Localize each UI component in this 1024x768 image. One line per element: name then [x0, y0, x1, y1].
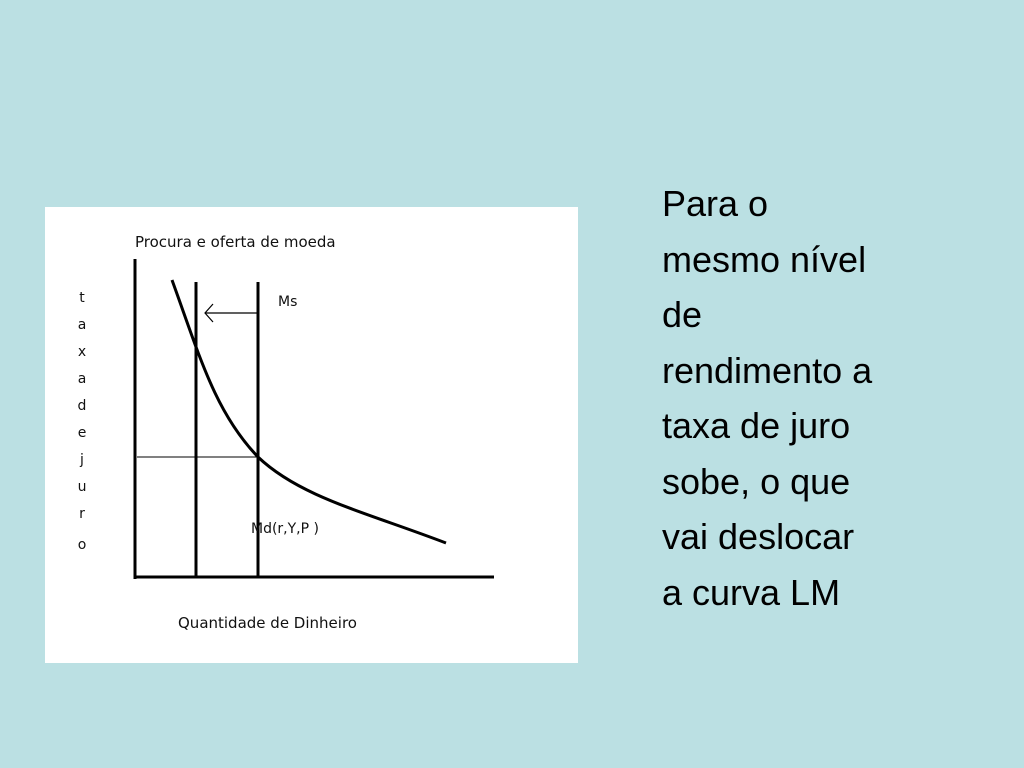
caption-line: Para o [662, 183, 769, 224]
y-axis-letter: e [77, 425, 87, 441]
y-axis-letter: t [79, 290, 85, 306]
y-axis-letter: j [80, 452, 84, 468]
y-axis-letter: u [77, 479, 87, 495]
y-axis-label [78, 290, 87, 553]
y-axis-letter: d [77, 398, 87, 414]
caption-line: sobe, o que [662, 460, 851, 502]
figure-title: Procura e oferta de moeda [135, 233, 336, 251]
money-supply-label: Ms [278, 294, 298, 310]
caption-line: taxa de juro [662, 405, 851, 446]
caption-line: de [662, 294, 703, 335]
caption-line: rendimento a [662, 349, 873, 391]
left-arrow-icon [205, 304, 257, 322]
y-axis-letter: x [77, 344, 87, 360]
y-axis-letter: a [77, 317, 87, 333]
x-axis-label: Quantidade de Dinheiro [178, 614, 357, 632]
money-demand-curve [172, 280, 446, 543]
y-axis-letter: o [77, 537, 87, 553]
y-axis-letter: r [79, 506, 85, 522]
money-demand-label: Md(r,Y,P ) [251, 521, 319, 537]
money-market-figure [45, 207, 578, 663]
y-axis-letter: a [77, 371, 87, 387]
caption-text [662, 176, 962, 620]
caption-line: a curva LM [662, 571, 841, 613]
money-market-diagram [45, 207, 578, 663]
caption-line: vai deslocar [662, 516, 855, 557]
caption-line: mesmo nível [662, 238, 867, 280]
